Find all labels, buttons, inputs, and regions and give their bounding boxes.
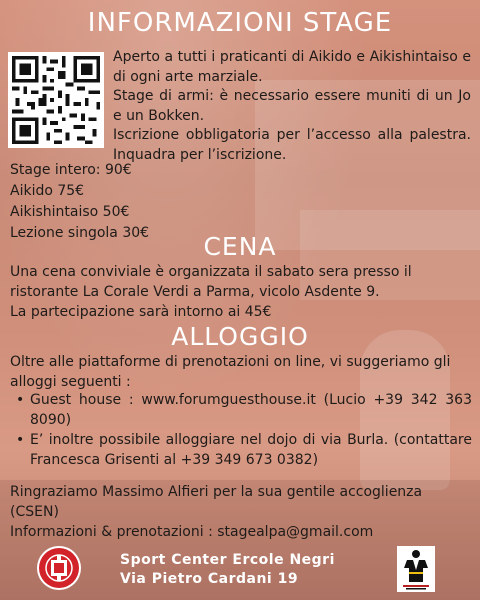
intro-line: Aperto a tutti i praticanti di Aikido e Aikishintaiso e di ogni arte marziale. [113,49,471,85]
bullet-icon: • [16,392,25,408]
alloggio-heading: ALLOGGIO [171,322,309,351]
closing-block [10,482,472,542]
venue-address [120,551,380,589]
intro-line: Stage di armi: è necessario essere muniti di un Jo e un Bokken. [113,88,471,124]
venue-name: Sport Center Ercole Negri [120,552,335,568]
poster-title: INFORMAZIONI STAGE [87,8,393,38]
price-item: Aikido 75€ [10,183,85,199]
kimono-figure-logo [397,546,435,592]
alloggio-intro [10,352,472,392]
intro-line: Iscrizione obbligatoria per l’accesso alla palestra. Inquadra per l’iscrizione. [113,127,471,163]
dojo-seal-logo [36,545,82,591]
cena-description: Una cena conviviale è organizzata il sabato sera presso il ristorante La Corale Verdi a Parma, vicolo Asdente 9. [10,264,412,300]
cena-price: La partecipazione sarà intorno ai 45€ [10,304,272,320]
accommodation-dojo: E’ inoltre possibile alloggiare nel dojo di via Burla. (contattare Francesca Grisenti al +39 349 673 0382) [30,432,472,468]
bullet-icon: • [16,432,25,448]
accommodation-guesthouse[interactable]: Guest house : www.forumguesthouse.it (Lucio +39 342 363 8090) [30,392,472,428]
cena-text [10,262,472,322]
list-item [16,390,472,430]
venue-street: Via Pietro Cardani 19 [120,571,299,587]
price-item: Aikishintaiso 50€ [10,204,130,220]
qr-code-icon[interactable] [8,52,104,148]
alloggio-list [16,390,472,470]
thanks-text: Ringraziamo Massimo Alfieri per la sua gentile accoglienza (CSEN) [10,484,423,520]
intro-block [113,48,471,165]
price-item: Lezione singola 30€ [10,225,150,241]
list-item [16,430,472,470]
price-item: Stage intero: 90€ [10,162,132,178]
alloggio-intro-text: Oltre alle piattaforme di prenotazioni on line, vi suggeriamo gli alloggi seguenti : [10,354,451,390]
cena-heading: CENA [203,232,277,261]
contact-email[interactable]: Informazioni & prenotazioni : stagealpa@gmail.com [10,524,374,540]
